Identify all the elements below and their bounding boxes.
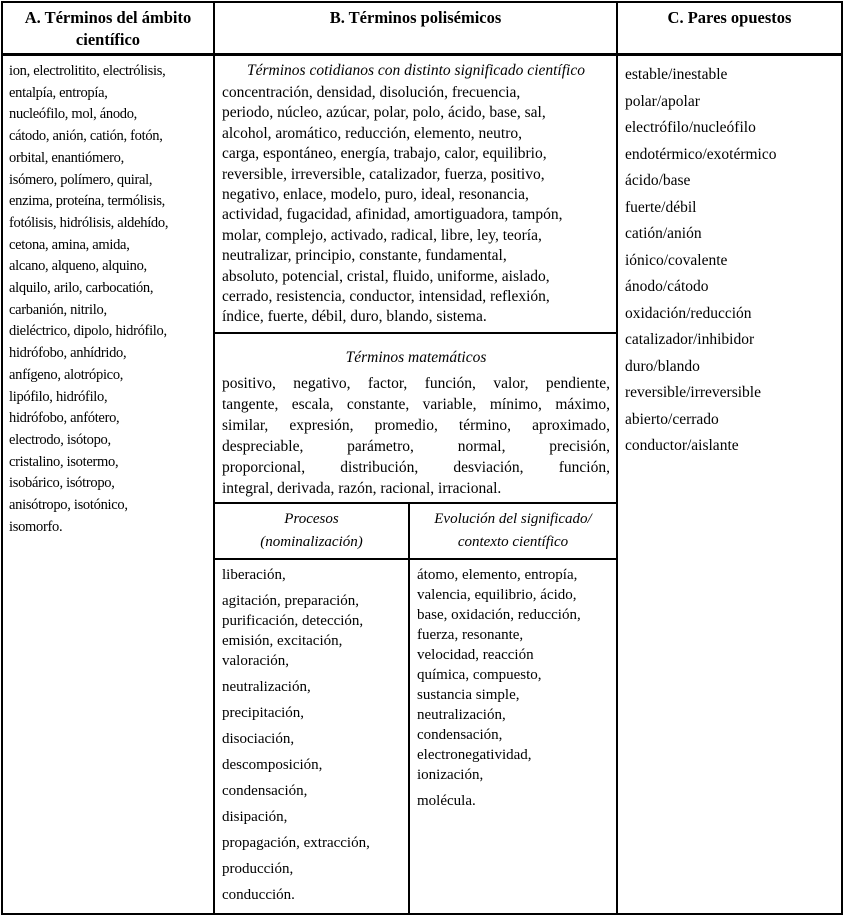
text-line: molécula. — [417, 793, 476, 809]
column-c-body — [618, 56, 841, 913]
text-line: periodo, núcleo, azúcar, polar, polo, ácido, base, sal, — [222, 104, 546, 122]
text-line: disipación, — [222, 809, 288, 825]
text-line: cátodo, anión, catión, fotón, — [9, 128, 163, 145]
paragraph — [222, 807, 404, 827]
text-line: positivo, negativo, factor, función, valor, pendiente, — [222, 375, 610, 392]
paragraph — [222, 703, 404, 723]
text-line: valencia, equilibrio, ácido, — [417, 587, 577, 603]
text-line: ácido/base — [625, 172, 691, 189]
subsection-headers-row — [215, 504, 616, 560]
text-line: propagación, extracción, — [222, 835, 370, 851]
text-line: ionización, — [417, 767, 484, 783]
procesos-terms-list — [215, 560, 410, 913]
column-c-header — [618, 3, 841, 56]
cotidianos-title: Términos cotidianos con distinto significado científico — [247, 62, 585, 79]
text-line: anisótropo, isotónico, — [9, 497, 128, 514]
text-line: velocidad, reacción — [417, 647, 534, 663]
section-terminos-matematicos — [215, 334, 616, 504]
column-b-body — [215, 56, 618, 913]
paragraph — [222, 833, 404, 853]
paragraph — [222, 591, 404, 671]
text-line: precipitación, — [222, 705, 305, 721]
text-line: iónico/covalente — [625, 251, 728, 269]
paragraph — [222, 755, 404, 775]
text-line: oxidación/reducción — [625, 304, 752, 322]
column-a-body — [3, 56, 215, 913]
paragraph — [222, 859, 404, 879]
text-line: isomorfo. — [9, 518, 63, 535]
text-line: (nominalización) — [260, 534, 363, 550]
evolucion-terms-list — [410, 560, 616, 913]
text-line: química, compuesto, — [417, 667, 542, 683]
text-line: concentración, densidad, disolución, frecuencia, — [222, 84, 521, 101]
text-line: neutralizar, principio, constante, fundamental, — [222, 247, 507, 265]
matematicos-terms-list — [222, 373, 610, 499]
text-line: estable/inestable — [625, 66, 728, 83]
text-line: anfígeno, alotrópico, — [9, 366, 124, 383]
text-line: endotérmico/exotérmico — [625, 145, 777, 163]
column-c-header-label: C. Pares opuestos — [667, 8, 792, 27]
text-line: fuerte/débil — [625, 198, 697, 216]
text-line: conducción. — [222, 887, 295, 903]
text-line: hidrófobo, anfótero, — [9, 410, 120, 427]
text-line: similar, expresión, promedio, término, aproximado, — [222, 417, 610, 434]
text-line: alcohol, aromático, reducción, elemento, neutro, — [222, 124, 522, 142]
text-line: índice, fuerte, débil, duro, blando, sistema. — [222, 308, 487, 326]
procesos-header — [215, 504, 410, 558]
text-line: Evolución del significado/ — [434, 511, 592, 527]
text-line: ion, electrolitito, electrólisis, — [9, 63, 166, 79]
text-line: condensación, — [417, 727, 503, 743]
text-line: contexto científico — [457, 534, 569, 550]
text-line: dieléctrico, dipolo, hidrófilo, — [9, 323, 167, 340]
text-line: liberación, — [222, 567, 286, 583]
text-line: abierto/cerrado — [625, 410, 719, 428]
text-line: catión/anión — [625, 225, 702, 242]
text-line: orbital, enantiómero, — [9, 149, 124, 166]
text-line: integral, derivada, razón, racional, irracional. — [222, 480, 502, 497]
text-line: descomposición, — [222, 757, 323, 773]
text-line: átomo, elemento, entropía, — [417, 567, 578, 583]
text-line: catalizador/inhibidor — [625, 331, 755, 348]
column-a-header-label: A. Términos del ámbito científico — [24, 8, 192, 49]
text-line: lipófilo, hidrófilo, — [9, 388, 108, 405]
text-line: electrófilo/nucleófilo — [625, 119, 756, 136]
cotidianos-terms-list — [222, 83, 610, 328]
paragraph — [222, 565, 404, 585]
text-line: neutralización, — [222, 679, 311, 695]
text-line: duro/blando — [625, 357, 700, 375]
paragraph — [222, 677, 404, 697]
text-line: entalpía, entropía, — [9, 84, 108, 101]
text-line: condensación, — [222, 783, 308, 799]
text-line: producción, — [222, 861, 294, 877]
column-a-header — [3, 3, 215, 56]
text-line: emisión, excitación, — [222, 633, 343, 649]
text-line: absoluto, potencial, cristal, fluido, uniforme, aislado, — [222, 267, 550, 285]
text-line: despreciable, parámetro, normal, precisión, — [222, 438, 610, 455]
text-line: carbanión, nitrilo, — [9, 301, 107, 318]
text-line: conductor/aislante — [625, 437, 739, 454]
text-line: nucleófilo, mol, ánodo, — [9, 106, 138, 123]
text-line: reversible, irreversible, catalizador, fuerza, positivo, — [222, 165, 545, 183]
terminology-table — [1, 1, 843, 915]
subsection-bodies-row — [215, 560, 616, 913]
text-line: enzima, proteína, termólisis, — [9, 193, 165, 210]
text-line: reversible/irreversible — [625, 384, 761, 401]
text-line: cristalino, isotermo, — [9, 453, 119, 470]
paragraph — [222, 885, 404, 905]
text-line: actividad, fugacidad, afinidad, amortiguadora, tampón, — [222, 206, 563, 224]
text-line: carga, espontáneo, energía, trabajo, calor, equilibrio, — [222, 145, 547, 163]
text-line: tangente, escala, constante, variable, mínimo, máximo, — [222, 396, 610, 413]
text-line: electrodo, isótopo, — [9, 431, 111, 448]
matematicos-title: Términos matemáticos — [345, 349, 487, 366]
text-line: cetona, amina, amida, — [9, 236, 130, 253]
text-line: valoración, — [222, 653, 290, 669]
evolucion-header — [410, 504, 616, 558]
text-line: Procesos — [284, 511, 339, 527]
text-line: agitación, preparación, — [222, 593, 360, 609]
text-line: base, oxidación, reducción, — [417, 607, 581, 623]
text-line: electronegatividad, — [417, 747, 532, 763]
paragraph — [222, 781, 404, 801]
text-line: purificación, detección, — [222, 613, 364, 629]
opposite-pairs-list — [625, 62, 837, 460]
section-terminos-cotidianos — [215, 56, 616, 334]
paragraph — [417, 565, 612, 785]
column-b-header-label: B. Términos polisémicos — [329, 8, 502, 27]
text-line: isobárico, isótropo, — [9, 475, 115, 492]
text-line: negativo, enlace, modelo, puro, ideal, resonancia, — [222, 186, 529, 204]
text-line: proporcional, distribución, desviación, función, — [222, 459, 610, 476]
text-line: cerrado, resistencia, conductor, intensidad, reflexión, — [222, 288, 550, 306]
paragraph — [417, 791, 612, 811]
text-line: polar/apolar — [625, 92, 700, 110]
text-line: alquilo, arilo, carbocatión, — [9, 280, 154, 297]
text-line: sustancia simple, — [417, 687, 520, 703]
text-line: fotólisis, hidrólisis, aldehído, — [9, 214, 169, 231]
text-line: neutralización, — [417, 707, 506, 723]
text-line: alcano, alqueno, alquino, — [9, 258, 147, 275]
scientific-terms-list — [9, 61, 208, 538]
text-line: molar, complejo, activado, radical, libre, ley, teoría, — [222, 226, 542, 244]
text-line: isómero, polímero, quiral, — [9, 171, 153, 188]
column-b-header — [215, 3, 618, 56]
text-line: ánodo/cátodo — [625, 278, 709, 295]
paragraph — [222, 729, 404, 749]
text-line: disociación, — [222, 731, 295, 747]
text-line: fuerza, resonante, — [417, 627, 524, 643]
text-line: hidrófobo, anhídrido, — [9, 345, 127, 362]
